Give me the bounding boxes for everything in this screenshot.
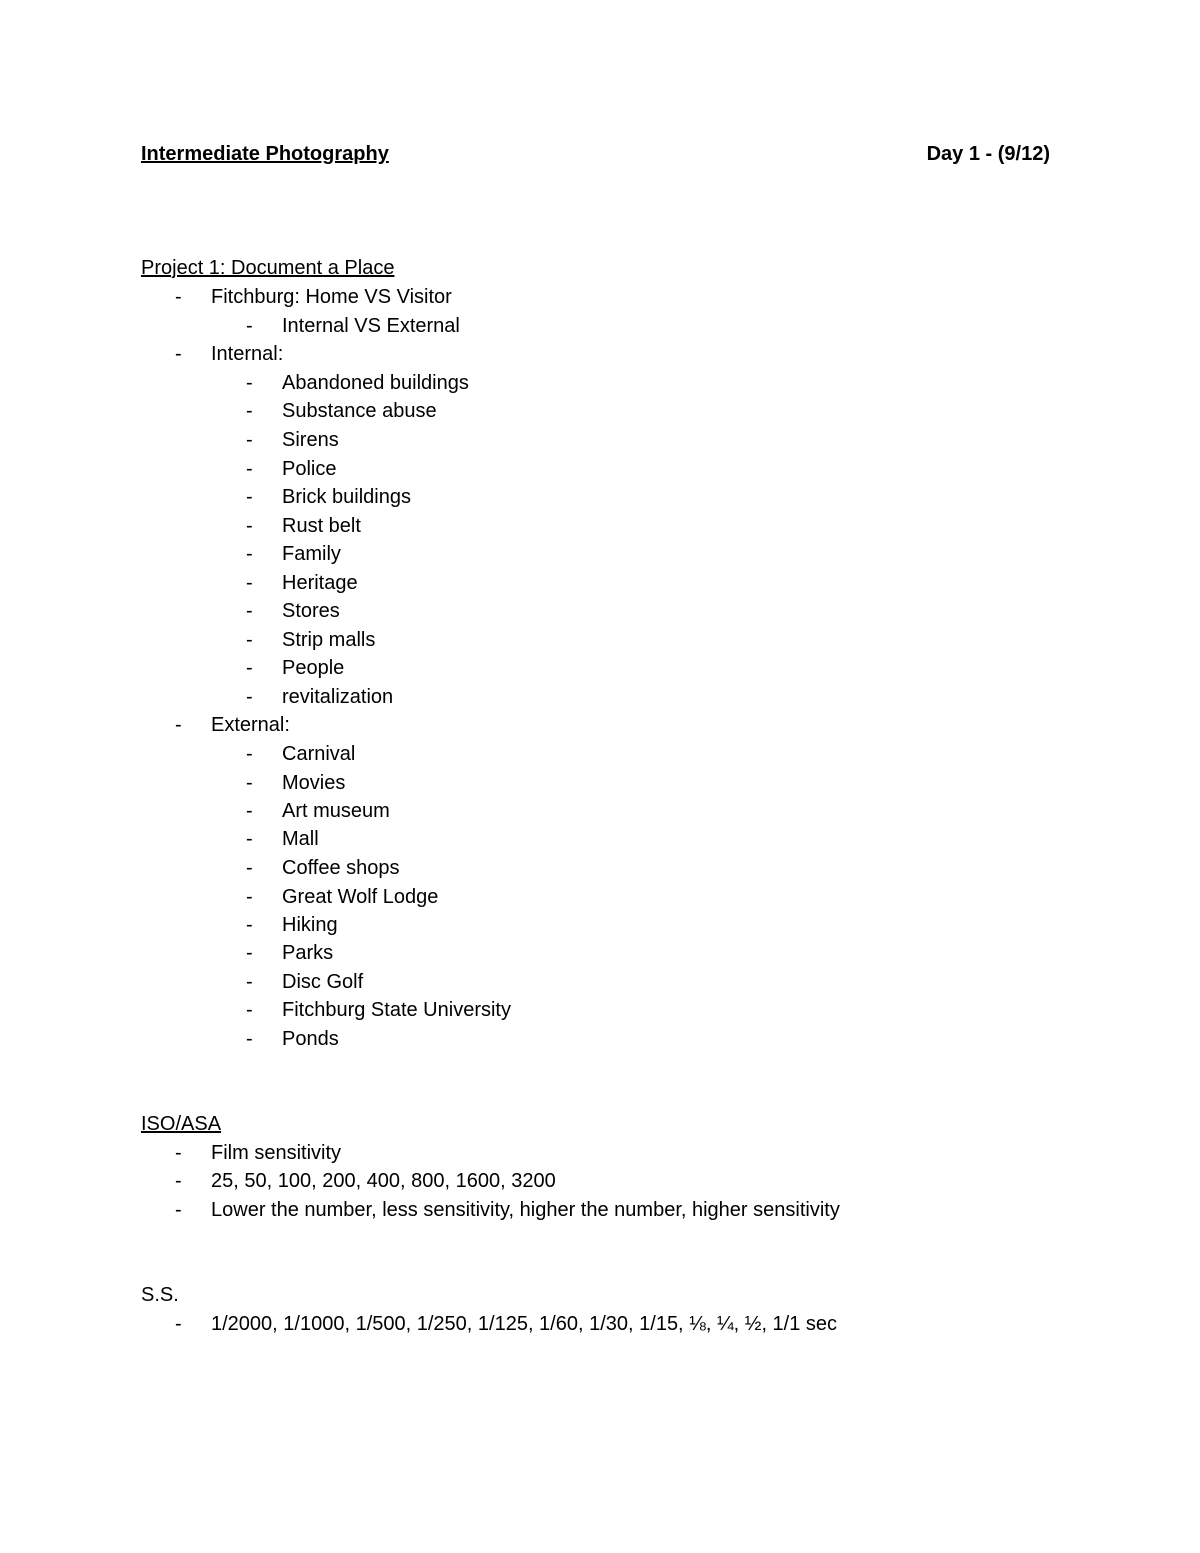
- list-item: Great Wolf Lodge: [282, 886, 439, 908]
- list-item: 25, 50, 100, 200, 400, 800, 1600, 3200: [211, 1170, 556, 1192]
- bullet-dash: -: [246, 515, 253, 537]
- list-item: Fitchburg State University: [282, 999, 511, 1021]
- list-item: Mall: [282, 828, 319, 850]
- list-item: Film sensitivity: [211, 1142, 342, 1164]
- list-item: Brick buildings: [282, 486, 411, 508]
- list-item: Disc Golf: [282, 971, 364, 993]
- list-item: Heritage: [282, 572, 358, 594]
- shutter-speed-heading: S.S.: [141, 1284, 179, 1306]
- bullet-dash: -: [246, 772, 253, 794]
- bullet-dash: -: [246, 543, 253, 565]
- list-item: Substance abuse: [282, 400, 437, 422]
- bullet-dash: -: [246, 372, 253, 394]
- bullet-dash: -: [175, 1313, 182, 1335]
- list-item: revitalization: [282, 686, 394, 708]
- bullet-dash: -: [246, 458, 253, 480]
- list-item: Rust belt: [282, 515, 361, 537]
- list-item-fitchburg: Fitchburg: Home VS Visitor: [211, 286, 452, 308]
- document-title: Intermediate Photography: [141, 143, 389, 165]
- bullet-dash: -: [246, 828, 253, 850]
- bullet-dash: -: [246, 942, 253, 964]
- bullet-dash: -: [246, 315, 253, 337]
- list-item-internal-vs-external: Internal VS External: [282, 315, 460, 337]
- bullet-dash: -: [175, 343, 182, 365]
- bullet-dash: -: [246, 572, 253, 594]
- list-item: Lower the number, less sensitivity, higher the number, higher sensitivity: [211, 1199, 840, 1221]
- list-item: Parks: [282, 942, 334, 964]
- bullet-dash: -: [246, 400, 253, 422]
- bullet-dash: -: [175, 1170, 182, 1192]
- list-item: Police: [282, 458, 337, 480]
- bullet-dash: -: [246, 743, 253, 765]
- bullet-dash: -: [246, 657, 253, 679]
- bullet-dash: -: [246, 686, 253, 708]
- project1-heading: Project 1: Document a Place: [141, 257, 395, 279]
- bullet-dash: -: [175, 1199, 182, 1221]
- bullet-dash: -: [246, 971, 253, 993]
- bullet-dash: -: [246, 999, 253, 1021]
- list-item: 1/2000, 1/1000, 1/500, 1/250, 1/125, 1/60, 1/30, 1/15, ⅛, ¼, ½, 1/1 sec: [211, 1313, 838, 1335]
- list-item: Coffee shops: [282, 857, 400, 879]
- bullet-dash: -: [246, 429, 253, 451]
- bullet-dash: -: [175, 286, 182, 308]
- bullet-dash: -: [175, 714, 182, 736]
- list-item: Ponds: [282, 1028, 339, 1050]
- bullet-dash: -: [246, 914, 253, 936]
- bullet-dash: -: [175, 1142, 182, 1164]
- list-item: Family: [282, 543, 341, 565]
- iso-heading: ISO/ASA: [141, 1113, 222, 1135]
- document-date: Day 1 - (9/12): [926, 143, 1050, 165]
- list-item: Abandoned buildings: [282, 372, 469, 394]
- external-label: External:: [211, 714, 290, 736]
- bullet-dash: -: [246, 886, 253, 908]
- list-item: Strip malls: [282, 629, 376, 651]
- bullet-dash: -: [246, 629, 253, 651]
- bullet-dash: -: [246, 857, 253, 879]
- list-item: Carnival: [282, 743, 356, 765]
- list-item: Art museum: [282, 800, 390, 822]
- list-item: Hiking: [282, 914, 338, 936]
- bullet-dash: -: [246, 486, 253, 508]
- list-item: Stores: [282, 600, 340, 622]
- list-item: People: [282, 657, 345, 679]
- bullet-dash: -: [246, 600, 253, 622]
- bullet-dash: -: [246, 1028, 253, 1050]
- list-item: Movies: [282, 772, 346, 794]
- bullet-dash: -: [246, 800, 253, 822]
- list-item: Sirens: [282, 429, 339, 451]
- internal-label: Internal:: [211, 343, 284, 365]
